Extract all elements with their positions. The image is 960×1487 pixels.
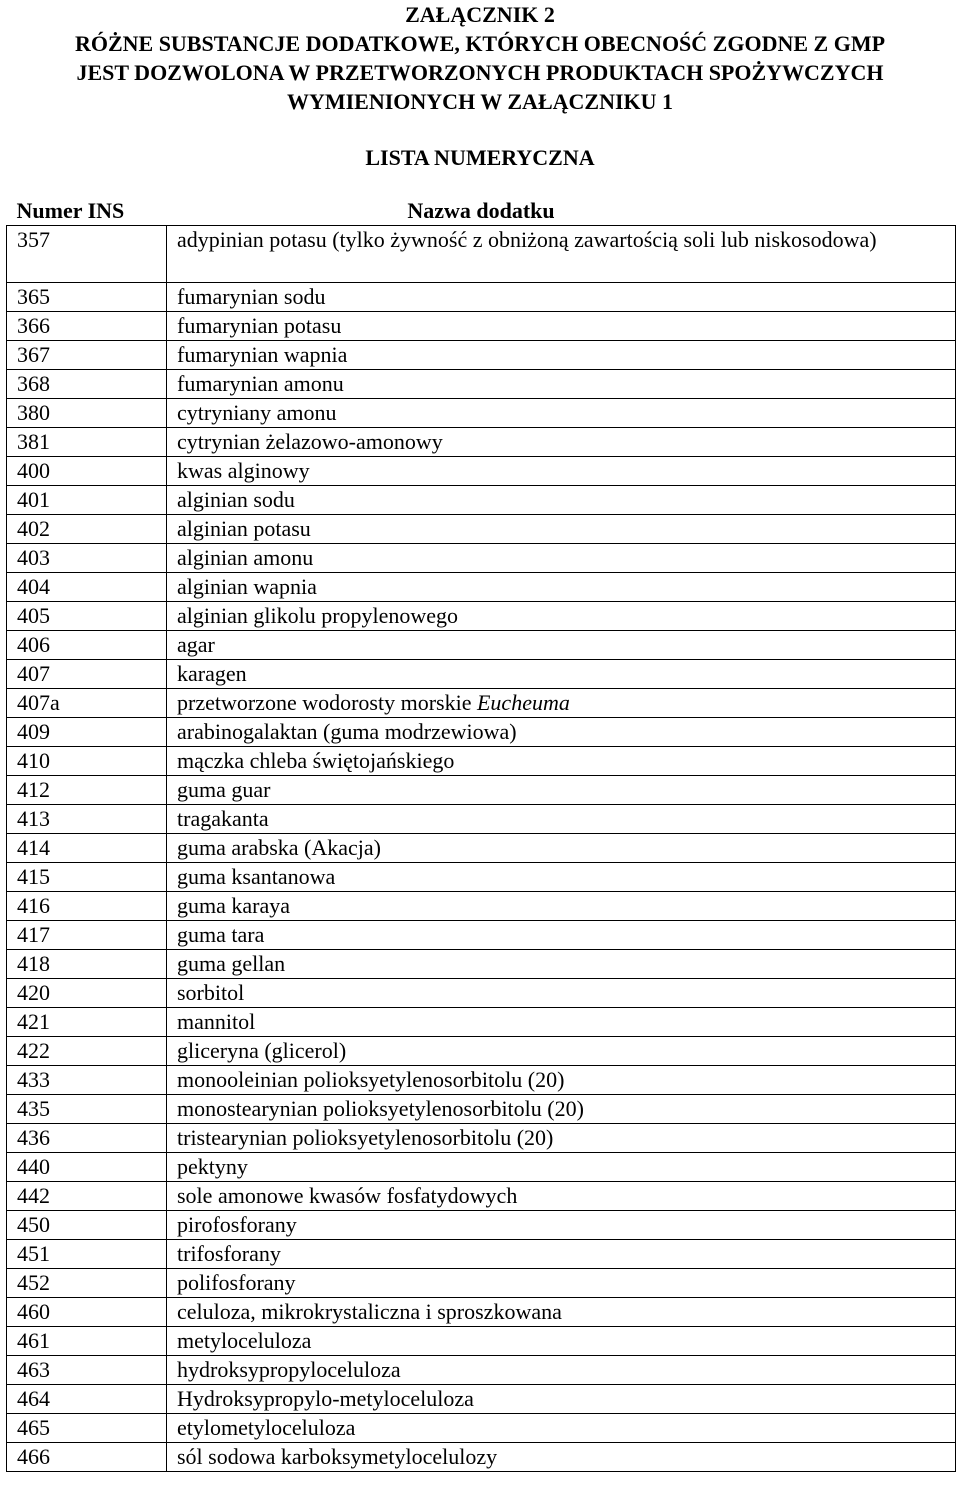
table-row [7,1037,956,1066]
additive-name-cell [167,1443,956,1472]
annex-title: ZAŁĄCZNIK 2 [405,2,555,27]
additive-name-cell [167,1066,956,1095]
additive-name: fumarynian sodu [177,284,326,309]
table-row [7,979,956,1008]
ins-number-cell: 433 [7,1066,167,1095]
table-row [7,1298,956,1327]
additive-name: monostearynian polioksyetylenosorbitolu (20) [177,1096,584,1121]
ins-number-cell: 357 [7,226,167,283]
ins-number-cell: 460 [7,1298,167,1327]
additive-name-cell [167,1298,956,1327]
additive-name-cell [167,805,956,834]
additive-name: Hydroksypropylo-metyloceluloza [177,1386,474,1411]
column-header-name: Nazwa dodatku [407,198,555,223]
additive-name: agar [177,632,215,657]
table-row [7,805,956,834]
table-row [7,573,956,602]
additive-name: przetworzone wodorosty morskie [177,690,477,715]
additive-name-cell [167,515,956,544]
additive-name-italic: Eucheuma [476,690,570,715]
ins-number-cell: 451 [7,1240,167,1269]
ins-number-cell: 442 [7,1182,167,1211]
table-row [7,689,956,718]
additive-name-cell [167,283,956,312]
table-row [7,283,956,312]
document-header [0,0,960,116]
additive-name: fumarynian wapnia [177,342,348,367]
ins-number-cell: 366 [7,312,167,341]
additive-name-cell [167,979,956,1008]
additive-name-cell [167,370,956,399]
list-subtitle: LISTA NUMERYCZNA [365,145,595,170]
ins-number-cell: 421 [7,1008,167,1037]
additive-name: sorbitol [177,980,245,1005]
additive-name: etylometyloceluloza [177,1415,356,1440]
additive-name: hydroksypropyloceluloza [177,1357,401,1382]
additive-name-cell [167,1269,956,1298]
ins-number-cell: 365 [7,283,167,312]
additive-name-cell [167,660,956,689]
ins-number-cell: 415 [7,863,167,892]
table-row [7,1182,956,1211]
table-row [7,399,956,428]
ins-number-cell: 417 [7,921,167,950]
table-row [7,1124,956,1153]
table-row [7,428,956,457]
additive-name-cell [167,1240,956,1269]
additive-name: trifosforany [177,1241,281,1266]
ins-number-cell: 407 [7,660,167,689]
additive-name-cell [167,428,956,457]
ins-number-cell: 416 [7,892,167,921]
additive-name: guma gellan [177,951,286,976]
ins-number-cell: 400 [7,457,167,486]
additive-name-cell [167,1211,956,1240]
table-row [7,660,956,689]
additive-name: mannitol [177,1009,256,1034]
additive-name-cell [167,573,956,602]
additive-name-cell [167,226,956,283]
additive-name: fumarynian potasu [177,313,342,338]
ins-number-cell: 466 [7,1443,167,1472]
additive-name: alginian wapnia [177,574,317,599]
ins-number-cell: 463 [7,1356,167,1385]
table-row [7,892,956,921]
ins-number-cell: 403 [7,544,167,573]
table-row [7,1008,956,1037]
table-row [7,370,956,399]
additives-table [6,196,956,1472]
additive-name: tragakanta [177,806,269,831]
ins-number-cell: 440 [7,1153,167,1182]
additive-name-cell [167,834,956,863]
additive-name-cell [167,921,956,950]
ins-number-cell: 436 [7,1124,167,1153]
table-row [7,341,956,370]
ins-number-cell: 410 [7,747,167,776]
table-row [7,544,956,573]
ins-number-cell: 412 [7,776,167,805]
additive-name: celuloza, mikrokrystaliczna i sproszkowana [177,1299,562,1324]
additive-name: alginian sodu [177,487,295,512]
table-row [7,1211,956,1240]
additive-name: kwas alginowy [177,458,310,483]
table-row [7,1327,956,1356]
annex-heading-line-2: JEST DOZWOLONA W PRZETWORZONYCH PRODUKTACH SPOŻYWCZYCH [76,60,884,85]
additive-name-cell [167,718,956,747]
additive-name-cell [167,1095,956,1124]
ins-number-cell: 420 [7,979,167,1008]
additive-name: pektyny [177,1154,248,1179]
additive-name: cytryniany amonu [177,400,337,425]
additive-name: alginian amonu [177,545,314,570]
table-row [7,1269,956,1298]
additive-name: polifosforany [177,1270,296,1295]
ins-number-cell: 465 [7,1414,167,1443]
additive-name: guma ksantanowa [177,864,336,889]
ins-number-cell: 452 [7,1269,167,1298]
additive-name-cell [167,950,956,979]
additive-name-cell [167,602,956,631]
table-row [7,921,956,950]
table-row [7,1443,956,1472]
additive-name-cell [167,312,956,341]
table-row [7,312,956,341]
table-row [7,1385,956,1414]
additive-name-cell [167,1008,956,1037]
additive-name-cell [167,689,956,718]
additive-name: guma tara [177,922,265,947]
ins-number-cell: 461 [7,1327,167,1356]
ins-number-cell: 380 [7,399,167,428]
additive-name: alginian potasu [177,516,311,541]
additive-name: pirofosforany [177,1212,297,1237]
additive-name-cell [167,544,956,573]
table-row [7,776,956,805]
ins-number-cell: 368 [7,370,167,399]
ins-number-cell: 409 [7,718,167,747]
additive-name-cell [167,1414,956,1443]
additive-name-cell [167,1037,956,1066]
additive-name: adypinian potasu (tylko żywność z obniżoną zawartością soli lub niskosodowa) [177,227,877,252]
additive-name: fumarynian amonu [177,371,344,396]
table-row [7,1240,956,1269]
additive-name: karagen [177,661,247,686]
ins-number-cell: 464 [7,1385,167,1414]
additive-name-cell [167,863,956,892]
ins-number-cell: 367 [7,341,167,370]
additive-name: arabinogalaktan (guma modrzewiowa) [177,719,517,744]
table-row [7,863,956,892]
additive-name-cell [167,341,956,370]
additive-name: guma karaya [177,893,290,918]
ins-number-cell: 422 [7,1037,167,1066]
annex-heading-line-3: WYMIENIONYCH W ZAŁĄCZNIKU 1 [286,89,674,114]
additive-name-cell [167,776,956,805]
ins-number-cell: 405 [7,602,167,631]
ins-number-cell: 450 [7,1211,167,1240]
additive-name: tristearynian polioksyetylenosorbitolu (20) [177,1125,554,1150]
ins-number-cell: 406 [7,631,167,660]
additive-name-cell [167,1385,956,1414]
additive-name-cell [167,1327,956,1356]
additive-name-cell [167,747,956,776]
additive-name: monooleinian polioksyetylenosorbitolu (20) [177,1067,565,1092]
column-header-number: Numer INS [16,198,125,223]
table-row [7,950,956,979]
additive-name: sól sodowa karboksymetylocelulozy [177,1444,498,1469]
table-row [7,834,956,863]
ins-number-cell: 402 [7,515,167,544]
table-row [7,1414,956,1443]
ins-number-cell: 401 [7,486,167,515]
ins-number-cell: 407a [7,689,167,718]
table-row [7,515,956,544]
additive-name-cell [167,1153,956,1182]
annex-heading-line-1: RÓŻNE SUBSTANCJE DODATKOWE, KTÓRYCH OBECNOŚĆ ZGODNE Z GMP [74,31,886,56]
additive-name: cytrynian żelazowo-amonowy [177,429,443,454]
additive-name: guma arabska (Akacja) [177,835,382,860]
additive-name: sole amonowe kwasów fosfatydowych [177,1183,518,1208]
table-row [7,226,956,283]
table-header-row [7,196,956,226]
additive-name: alginian glikolu propylenowego [177,603,459,628]
table-row [7,631,956,660]
additive-name-cell [167,631,956,660]
table-row [7,486,956,515]
table-row [7,1066,956,1095]
ins-number-cell: 418 [7,950,167,979]
ins-number-cell: 381 [7,428,167,457]
table-row [7,718,956,747]
ins-number-cell: 414 [7,834,167,863]
ins-number-cell: 404 [7,573,167,602]
table-body [7,226,956,1472]
additive-name: mączka chleba świętojańskiego [177,748,455,773]
additive-name-cell [167,1182,956,1211]
table-row [7,602,956,631]
ins-number-cell: 413 [7,805,167,834]
additive-name-cell [167,1124,956,1153]
additive-name: metyloceluloza [177,1328,312,1353]
additive-name: guma guar [177,777,271,802]
additive-name-cell [167,1356,956,1385]
table-row [7,747,956,776]
additive-name: gliceryna (glicerol) [177,1038,347,1063]
ins-number-cell: 435 [7,1095,167,1124]
additive-name-cell [167,457,956,486]
table-row [7,457,956,486]
additive-name-cell [167,892,956,921]
additive-name-cell [167,486,956,515]
additive-name-cell [167,399,956,428]
table-row [7,1095,956,1124]
table-row [7,1153,956,1182]
table-row [7,1356,956,1385]
